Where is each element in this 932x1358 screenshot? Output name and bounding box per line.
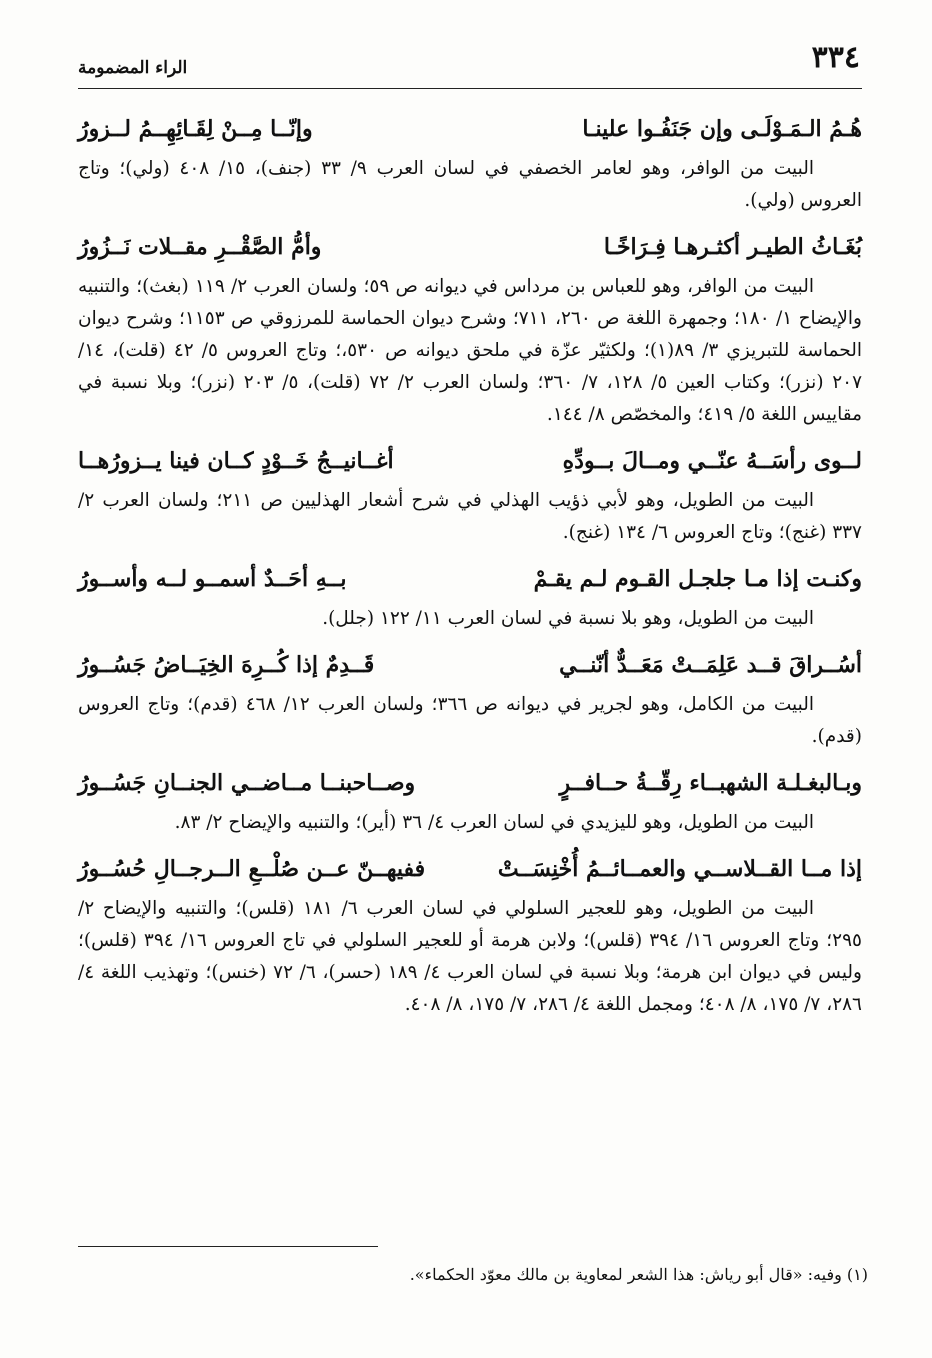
verse-line: [78, 107, 862, 151]
verse-note: البيت من الطويل، وهو بلا نسبة في لسان العرب ١١/ ١٢٢ (جلل).: [322, 608, 814, 629]
entry: [78, 557, 862, 635]
verse-note: البيت من الوافر، وهو للعباس بن مرداس في ديوانه ص ٥٩؛ ولسان العرب ٢/ ١١٩ (بغث)؛ والتنبيه والإيضاح ١/ ١٨٠؛ وجمهرة اللغة ص ٢٦٠، ٧١١؛ وشرح ديوان الحماسة للمرزوقي ص ١١٥٣؛ وشرح ديوان الحماسة للتبريزي ٣/ ٨٩(١)؛ ولكثيّر عزّة في ملحق ديوانه ص ٥٣٠،؛ وتاج العروس ٥/ ٤٢ (قلت)، ١٤/ ٢٠٧ (نزر)؛ وكتاب العين ٥/ ١٢٨، ٧/ ٣٦٠؛ ولسان العرب ٢/ ٧٢ (قلت)، ٥/ ٢٠٣ (نزر)؛ وبلا نسبة في مقاييس اللغة ٥/ ٤١٩؛ والمخصّص ٨/ ١٤٤.: [78, 276, 863, 425]
verse-first-hemistich: أسُــراقَ قــد عَلِمَــتْ مَعَــدٌّ أنّنــي: [559, 652, 862, 678]
running-title: الراء المضمومة: [78, 58, 188, 78]
verse-note: البيت من الطويل، وهو للعجير السلولي في لسان العرب ٦/ ١٨١ (قلس)؛ والتنبيه والإيضاح ٢/ ٢٩٥؛ وتاج العروس ١٦/ ٣٩٤ (قلس)؛ ولابن هرمة أو للعجير السلولي في تاج العروس ١٦/ ٣٩٤ (قلس)؛ وليس في ديوان ابن هرمة؛ وبلا نسبة في لسان العرب ٤/ ١٨٩ (حسر)، ٦/ ٧٢ (خنس)؛ وتهذيب اللغة ٤/ ٢٨٦، ٧/ ١٧٥، ٨/ ٤٠٨؛ ومجمل اللغة ٤/ ٢٨٦، ٧/ ١٧٥، ٨/ ٤٠٨.: [78, 898, 862, 1015]
verse-note: البيت من الطويل، وهو لليزيدي في لسان العرب ٤/ ٣٦ (أير)؛ والتنبيه والإيضاح ٢/ ٨٣.: [174, 812, 814, 833]
verse-second-hemistich: بــهِ أحَــدٌ أسمــو لــه وأســورُ: [78, 566, 347, 592]
verse-line: [78, 439, 862, 483]
verse-note: البيت من الطويل، وهو لأبي ذؤيب الهذلي في شرح أشعار الهذليين ص ٢١١؛ ولسان العرب ٢/ ٣٣٧ (غنج)؛ وتاج العروس ٦/ ١٣٤ (غنج).: [78, 490, 862, 543]
verse-first-hemistich: وبـالبغـلـة الشهبــاء رِقّــةُ حــافــرٍ: [559, 770, 862, 796]
verse-second-hemistich: وصــاحبنــا مــاضــي الجنــانِ جَسُــورُ: [78, 770, 416, 796]
footnote: (١) وفيه: «قال أبو رياش: هذا الشعر لمعاوية بن مالك معوّد الحكماء».: [409, 1265, 868, 1284]
verse-line: [78, 225, 862, 269]
entry: [78, 107, 862, 217]
verse-note: البيت من الكامل، وهو لجرير في ديوانه ص ٣٦٦؛ ولسان العرب ١٢/ ٤٦٨ (قدم)؛ وتاج العروس (قدم).: [78, 694, 862, 747]
verse-first-hemistich: هُـمُ الـمَـوْلَـى وإن جَنَفُـوا علينـا: [582, 116, 862, 142]
verse-first-hemistich: وكنـت إذا مـا جلجـل القـوم لـم يقـمْ: [533, 566, 862, 592]
verse-line: [78, 643, 862, 687]
page-body: [78, 40, 862, 1027]
entry: [78, 761, 862, 839]
verse-second-hemistich: ففيهــنّ عــن صُلْــعِ الــرجــالِ حُسُــورُ: [78, 856, 426, 882]
entry: [78, 847, 862, 1021]
footnote-divider: [78, 1246, 378, 1247]
entry: [78, 225, 862, 431]
verse-second-hemistich: أغــانيــجُ خَــوْدٍ كــان فينا يــزورُهــا: [78, 448, 394, 474]
verse-second-hemistich: وأمُّ الصَّقْــرِ مقــلات نَــزُورُ: [78, 234, 322, 260]
page-number: ٣٣٤: [811, 40, 860, 75]
verse-note: البيت من الوافر، وهو لعامر الخصفي في لسان العرب ٩/ ٣٣ (جنف)، ١٥/ ٤٠٨ (ولي)؛ وتاج العروس (ولي).: [78, 158, 862, 211]
verse-second-hemistich: وإنّــا مِــنْ لِقَـائِهِــمُ لــزورُ: [78, 116, 313, 142]
verse-first-hemistich: إذا مــا القــلاســي والعمــائــمُ أُخْنِسَــتْ: [497, 856, 862, 882]
verse-line: [78, 847, 862, 891]
verse-first-hemistich: بُغَـاثُ الطيـر أكثـرهـا فِـرَاخًـا: [603, 234, 862, 260]
verse-line: [78, 761, 862, 805]
page-header: [78, 40, 862, 89]
verse-second-hemistich: قَــدِمٌ إذا كُــرِهَ الخِيَــاضُ جَسُــورُ: [78, 652, 375, 678]
entry: [78, 439, 862, 549]
entry: [78, 643, 862, 753]
verse-first-hemistich: لــوى رأسَــهُ عنّــي ومــالَ بــودِّهِ: [562, 448, 862, 474]
verse-line: [78, 557, 862, 601]
